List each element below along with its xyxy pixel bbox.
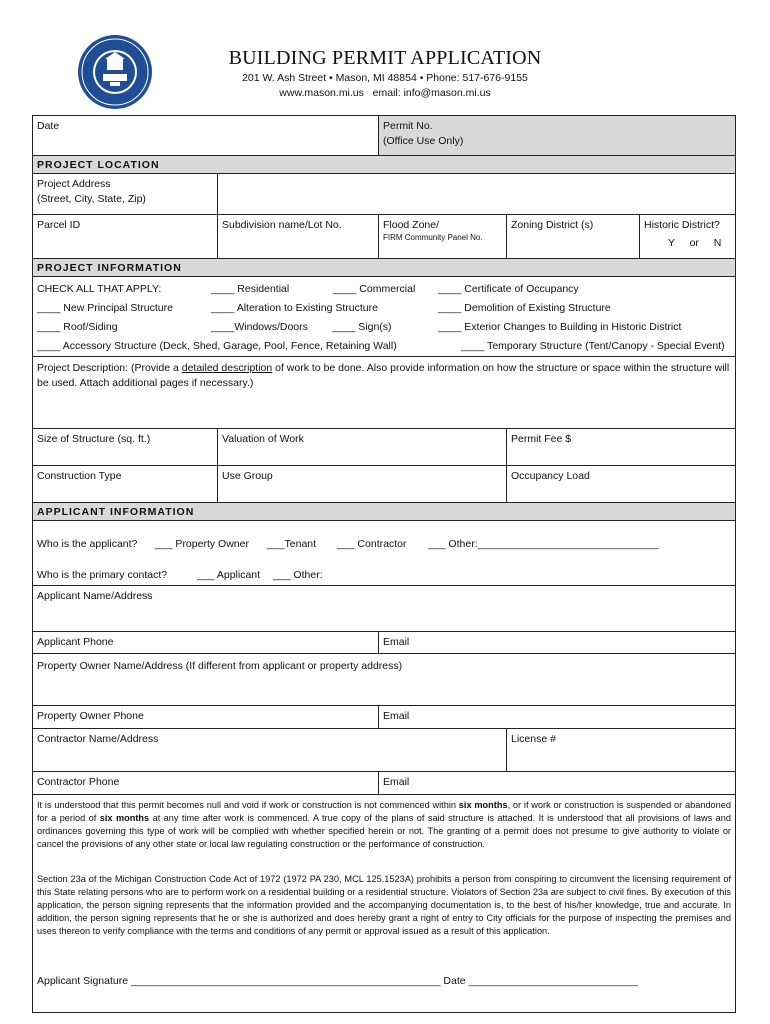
applicant-name-label: Applicant Name/Address (37, 590, 153, 602)
parcel-id-cell[interactable] (33, 215, 218, 259)
temporary-structure-option[interactable]: ____ Temporary Structure (Tent/Canopy - Special Event) (461, 340, 725, 352)
description-instruction-pre: Project Description: (Provide a (37, 362, 182, 374)
office-address: 201 W. Ash Street • Mason, MI 48854 • Phone: 517-676-9155 (242, 72, 528, 84)
contractor-name-cell[interactable] (33, 729, 507, 772)
who-applicant-question: Who is the applicant? (37, 538, 138, 550)
applicant-name-address-cell[interactable] (33, 586, 735, 632)
check-all-label: CHECK ALL THAT APPLY: (37, 283, 162, 295)
property-owner-label: Property Owner Name/Address (If different from applicant or property address) (37, 660, 403, 672)
valuation-label: Valuation of Work (222, 433, 304, 445)
legal-p1-text-a: It is understood that this permit becomes null and void if work or construction is not commenced within (37, 800, 459, 810)
applicant-signature-line[interactable]: Applicant Signature _____________________________________________________ Date _____________________________ (37, 975, 638, 987)
primary-applicant-option[interactable]: ___ Applicant (197, 569, 261, 581)
project-address-sub: (Street, City, State, Zip) (37, 193, 146, 205)
detailed-description-text: detailed description (181, 362, 273, 374)
property-owner-option[interactable]: ___ Property Owner (155, 538, 249, 550)
historic-no-option[interactable]: N (713, 237, 722, 249)
applicant-information-heading: APPLICANT INFORMATION (33, 503, 735, 521)
permit-fee-label: Permit Fee $ (511, 433, 572, 445)
property-owner-cell[interactable] (33, 654, 735, 706)
description-instruction-post: of work to be done. Also provide information on how the structure or space within the structure will be used. Attach additional pages if necessary.) (37, 362, 730, 389)
tenant-option[interactable]: ___Tenant (267, 538, 317, 550)
legal-paragraph-1 (37, 799, 731, 851)
primary-contact-question: Who is the primary contact? (37, 569, 168, 581)
project-description-cell[interactable] (33, 357, 735, 429)
project-information-heading: PROJECT INFORMATION (33, 259, 735, 277)
roof-siding-option[interactable]: ____ Roof/Siding (37, 321, 118, 333)
legal-paragraph-2: Section 23a of the Michigan Construction Code Act of 1972 (1972 PA 230, MCL 125.1523A) prohibits a person from conspiring to circumvent the licensing requirement of this State relating persons who are to perform work on a residential building or a residential structure. Violators of Section 23a are subject to civil fines. By execution of this application, the person signing represents that the information provided and the accompanying documentation is, to the best of his/her knowledge, true and accurate. In addition, the person signing represents that he or she is authorized and does hereby grant a right of entry to City officials for the purpose of inspecting the premises and uses thereon to verify compliance with the terms and conditions of any permit or approval issued as a result of this application. (37, 874, 731, 936)
windows-doors-option[interactable]: ____Windows/Doors (211, 321, 308, 333)
page-title: BUILDING PERMIT APPLICATION (228, 47, 542, 69)
structure-size-cell[interactable] (33, 429, 218, 466)
owner-email-cell[interactable] (379, 706, 735, 729)
zoning-district-cell[interactable] (507, 215, 640, 259)
accessory-structure-option[interactable]: ____ Accessory Structure (Deck, Shed, Garage, Pool, Fence, Retaining Wall) (37, 340, 397, 352)
permit-fee-cell[interactable] (507, 429, 735, 466)
zoning-district-label: Zoning District (s) (511, 219, 594, 231)
permit-office-use: (Office Use Only) (383, 135, 464, 147)
residential-option[interactable]: ____ Residential (211, 283, 290, 295)
city-seal-logo (77, 34, 153, 110)
signs-option[interactable]: ____ Sign(s) (332, 321, 392, 333)
construction-type-label: Construction Type (37, 470, 122, 482)
contractor-phone-label: Contractor Phone (37, 776, 120, 788)
contractor-option[interactable]: ___ Contractor (337, 538, 407, 550)
commercial-option[interactable]: ____ Commercial (333, 283, 416, 295)
legal-p1-text-c: at any time after work is commenced. A true copy of the plans of said structure is attached. It is understood that all provisions of laws and ordinances governing this type of work will be complied with whether specified herein or not. The granting of a permit does not presume to give authority to violate or cancel the provisions of any other state or local law regulating construction or the performance of construction. (37, 813, 732, 849)
date-cell[interactable] (33, 116, 379, 156)
historic-yes-option[interactable]: Y (668, 237, 675, 249)
project-address-label-cell (33, 174, 218, 215)
historic-or-text: or (689, 237, 699, 249)
subdivision-cell[interactable] (218, 215, 379, 259)
project-address-label: Project Address (37, 178, 111, 190)
firm-panel-label: FIRM Community Panel No. (383, 233, 483, 242)
legal-p1-text-b: , or if work or construction is suspended or abandoned for a period of (37, 800, 731, 823)
alteration-option[interactable]: ____ Alteration to Existing Structure (211, 302, 378, 314)
construction-type-cell[interactable] (33, 466, 218, 503)
contractor-name-label: Contractor Name/Address (37, 733, 159, 745)
valuation-cell[interactable] (218, 429, 507, 466)
use-group-label: Use Group (222, 470, 273, 482)
application-form (32, 115, 736, 1013)
owner-phone-cell[interactable] (33, 706, 379, 729)
occupancy-load-label: Occupancy Load (511, 470, 590, 482)
parcel-id-label: Parcel ID (37, 219, 81, 231)
historic-district-label: Historic District? (644, 219, 720, 231)
subdivision-label: Subdivision name/Lot No. (222, 219, 342, 231)
license-label: License # (511, 733, 556, 745)
permit-number-label: Permit No. (383, 120, 433, 132)
permit-number-cell (379, 116, 735, 156)
historic-district-cell[interactable] (640, 215, 735, 259)
new-principal-option[interactable]: ____ New Principal Structure (37, 302, 173, 314)
exterior-changes-option[interactable]: ____ Exterior Changes to Building in Historic District (438, 321, 682, 333)
owner-email-label: Email (383, 710, 410, 722)
demolition-option[interactable]: ____ Demolition of Existing Structure (438, 302, 611, 314)
license-cell[interactable] (507, 729, 735, 772)
contractor-email-cell[interactable] (379, 772, 735, 795)
other-applicant-option[interactable]: ___ Other:_______________________________ (428, 538, 659, 550)
certificate-occupancy-option[interactable]: ____ Certificate of Occupancy (438, 283, 579, 295)
owner-phone-label: Property Owner Phone (37, 710, 144, 722)
applicant-questions (33, 521, 735, 586)
applicant-phone-label: Applicant Phone (37, 636, 114, 648)
contractor-email-label: Email (383, 776, 410, 788)
structure-size-label: Size of Structure (sq. ft.) (37, 433, 151, 445)
legal-p1-bold-b: six months (99, 813, 150, 823)
applicant-phone-cell[interactable] (33, 632, 379, 654)
occupancy-load-cell[interactable] (507, 466, 735, 503)
contractor-phone-cell[interactable] (33, 772, 379, 795)
use-group-cell[interactable] (218, 466, 507, 503)
primary-other-option[interactable]: ___ Other: (273, 569, 323, 581)
legal-p1-bold-a: six months (458, 800, 508, 810)
project-location-heading: PROJECT LOCATION (33, 156, 735, 174)
date-label: Date (37, 120, 60, 132)
applicant-email-cell[interactable] (379, 632, 735, 654)
flood-zone-cell[interactable] (379, 215, 507, 259)
project-address-input[interactable] (218, 174, 735, 215)
applicant-email-label: Email (383, 636, 410, 648)
checklist-area (33, 277, 735, 357)
office-web-email: www.mason.mi.us email: info@mason.mi.us (279, 87, 491, 99)
flood-zone-label: Flood Zone/ (383, 219, 440, 231)
